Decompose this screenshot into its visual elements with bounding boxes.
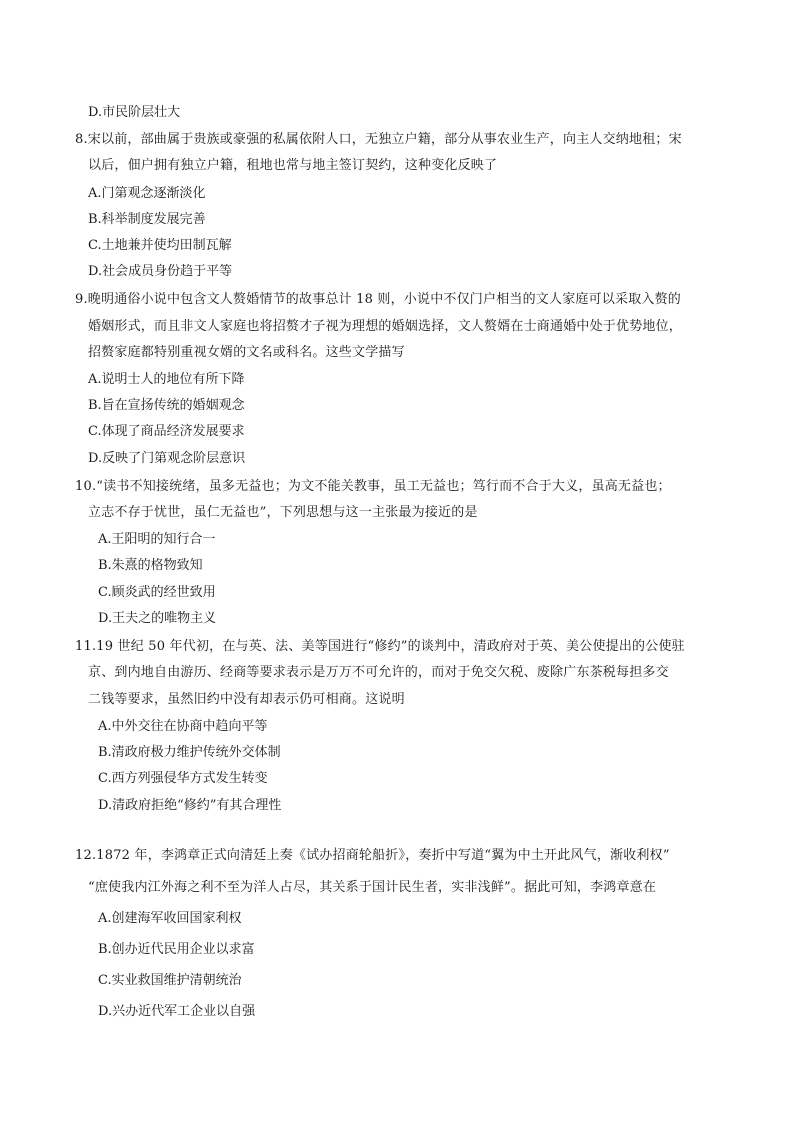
q12-stem-line1: 12.1872 年，李鸿章正式向清廷上奏《试办招商轮船折》，奏折中写道“翼为中土开此风气，渐收利权” [75, 848, 670, 863]
q10-option-a: A.王阳明的知行合一 [98, 532, 216, 547]
q12-option-a: A.创建海军收回国家利权 [98, 911, 242, 926]
q12-option-d: D.兴办近代军工企业以自强 [98, 1004, 256, 1019]
q12-stem-line2: “庶使我内江外海之利不至为洋人占尽，其关系于国计民生者，实非浅鲜”。据此可知，李鸿章意在 [88, 880, 657, 895]
q10-option-d: D.王夫之的唯物主义 [98, 611, 217, 626]
q11-stem-line2: 京、到内地自由游历、经商等要求表示是万万不可允许的，而对于免交欠税、废除广东茶税每担多交 [88, 665, 669, 680]
q11-stem-line1: 11.19 世纪 50 年代初，在与英、法、美等国进行“修约”的谈判中，清政府对于英、美公使提出的公使驻 [75, 639, 685, 654]
q11-option-a: A.中外交往在协商中趋向平等 [98, 719, 268, 734]
q8-stem-line1: 8.宋以前，部曲属于贵族或豪强的私属依附人口，无独立户籍，部分从事农业生产，向主人交纳地租；宋 [75, 132, 682, 147]
q9-stem-line3: 招赘家庭都特别重视女婿的文名或科名。这些文学描写 [88, 345, 405, 360]
q11-stem-line3: 二钱等要求，虽然旧约中没有却表示仍可相商。这说明 [88, 692, 405, 707]
q10-stem-line2: 立志不存于忧世，虽仁无益也”，下列思想与这一主张最为接近的是 [88, 505, 478, 520]
q8-option-d: D.社会成员身份趋于平等 [88, 264, 233, 279]
q8-option-c: C.土地兼并使均田制瓦解 [88, 238, 232, 253]
q9-option-c: C.体现了商品经济发展要求 [88, 424, 245, 439]
q12-option-b: B.创办近代民用企业以求富 [98, 942, 255, 957]
q9-option-d: D.反映了门第观念阶层意识 [88, 451, 246, 466]
q9-stem-line2: 婚姻形式，而且非文人家庭也将招赘才子视为理想的婚姻选择，文人赘婿在士商通婚中处于优势地位， [88, 319, 683, 334]
q8-option-a: A.门第观念逐渐淡化 [88, 186, 206, 201]
q9-option-b: B.旨在宣扬传统的婚姻观念 [88, 398, 245, 413]
q10-option-c: C.顾炎武的经世致用 [98, 585, 216, 600]
q8-stem-line2: 以后，佃户拥有独立户籍，租地也常与地主签订契约，这种变化反映了 [88, 158, 498, 173]
q10-stem-line1: 10.“读书不知接统绪，虽多无益也；为文不能关教事，虽工无益也；笃行而不合于大义，虽高无益也； [75, 479, 671, 494]
q11-option-d: D.清政府拒绝“修约”有其合理性 [98, 798, 282, 813]
q12-option-c: C.实业救国维护清朝统治 [98, 973, 242, 988]
q9-option-a: A.说明士人的地位有所下降 [88, 372, 245, 387]
q9-stem-line1: 9.晚明通俗小说中包含文人赘婚情节的故事总计 18 则，小说中不仅门户相当的文人家庭可以采取入赘的 [75, 292, 682, 307]
q11-option-b: B.清政府极力维护传统外交体制 [98, 745, 281, 760]
q11-option-c: C.西方列强侵华方式发生转变 [98, 771, 268, 786]
q10-option-b: B.朱熹的格物致知 [98, 558, 203, 573]
q7-option-d: D.市民阶层壮大 [88, 105, 181, 120]
q8-option-b: B.科举制度发展完善 [88, 212, 206, 227]
